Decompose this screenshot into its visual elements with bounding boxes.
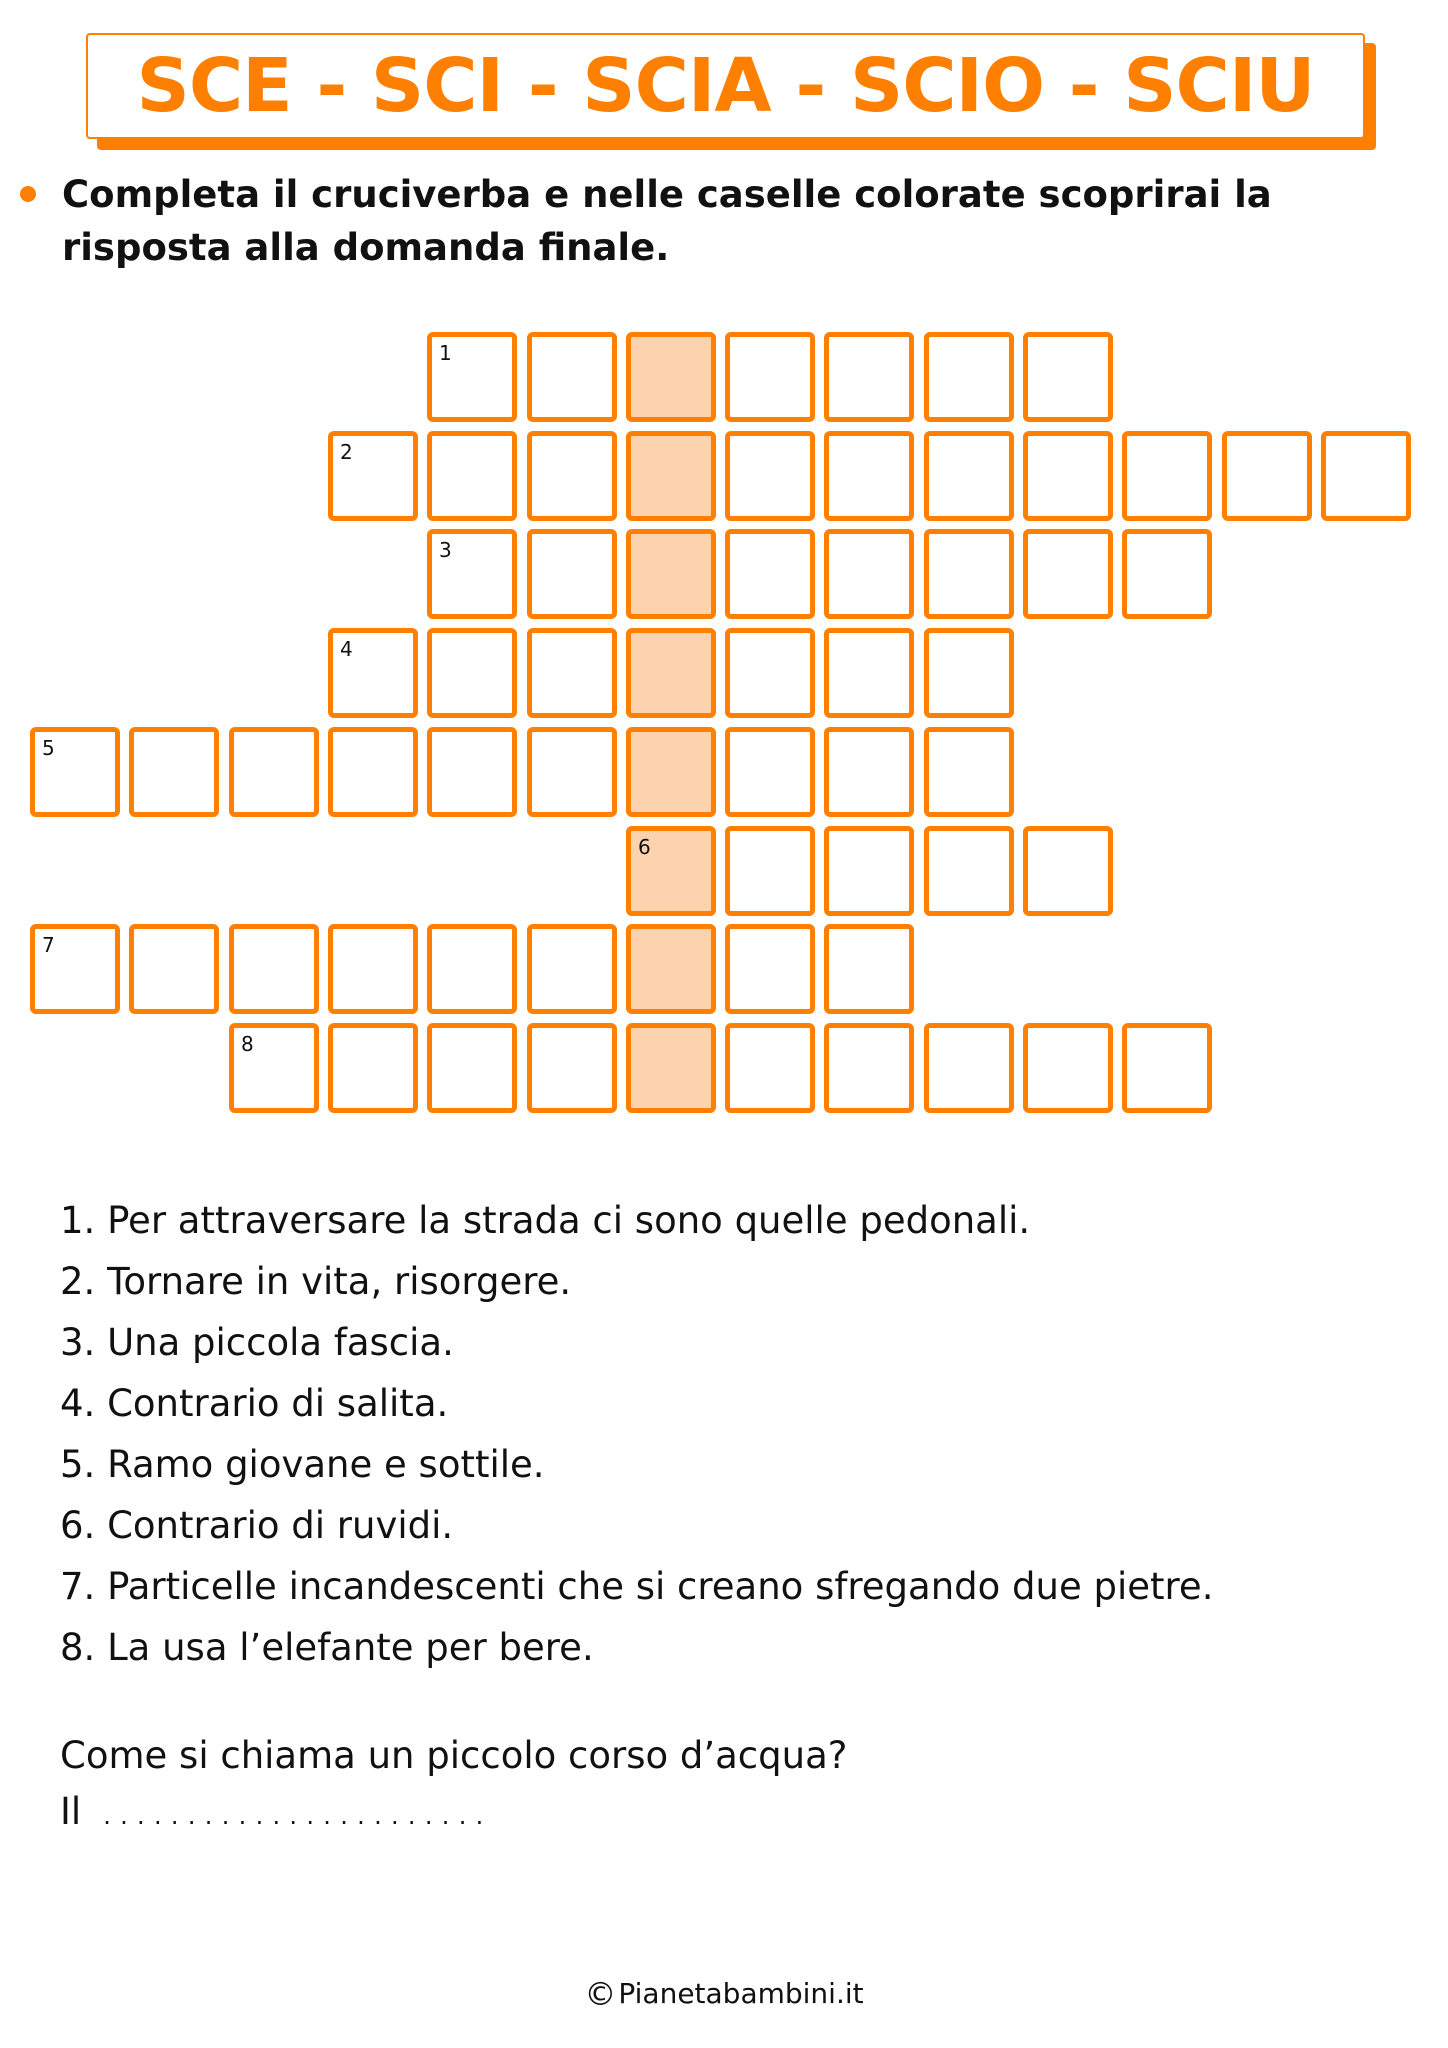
grid-cell[interactable]: [1023, 332, 1113, 422]
highlighted-cell[interactable]: [626, 529, 716, 619]
grid-cell[interactable]: [328, 924, 418, 1014]
grid-cell[interactable]: [527, 431, 617, 521]
grid-cell[interactable]: [1122, 431, 1212, 521]
highlighted-cell[interactable]: [626, 431, 716, 521]
grid-cell[interactable]: [1023, 431, 1113, 521]
grid-cell[interactable]: [1122, 1023, 1212, 1113]
final-question: Come si chiama un piccolo corso d’acqua?: [60, 1734, 848, 1777]
clue-number-label: 7: [42, 933, 55, 957]
grid-cell[interactable]: [527, 529, 617, 619]
clue-number-label: 6: [638, 835, 651, 859]
grid-cell[interactable]: [328, 628, 418, 718]
grid-cell[interactable]: [725, 431, 815, 521]
grid-cell[interactable]: [328, 727, 418, 817]
highlighted-cell[interactable]: [626, 628, 716, 718]
grid-cell[interactable]: [427, 924, 517, 1014]
instruction-text: Completa il cruciverba e nelle caselle colorate scoprirai la risposta alla domanda finale.: [62, 173, 1272, 269]
page-title: SCE - SCI - SCIA - SCIO - SCIU: [136, 43, 1315, 129]
grid-cell[interactable]: [1222, 431, 1312, 521]
grid-cell[interactable]: [427, 431, 517, 521]
grid-cell[interactable]: [129, 727, 219, 817]
grid-cell[interactable]: [725, 826, 815, 916]
clue-8: 8. La usa l’elefante per bere.: [60, 1626, 594, 1669]
clue-7: 7. Particelle incandescenti che si creano sfregando due pietre.: [60, 1565, 1214, 1608]
grid-cell[interactable]: [1122, 529, 1212, 619]
clue-6: 6. Contrario di ruvidi.: [60, 1504, 454, 1547]
footer-site-name: Pianetabambini.it: [618, 1977, 864, 2010]
highlighted-cell[interactable]: [626, 826, 716, 916]
grid-cell[interactable]: [824, 924, 914, 1014]
grid-cell[interactable]: [725, 529, 815, 619]
grid-cell[interactable]: [1023, 826, 1113, 916]
clue-3: 3. Una piccola fascia.: [60, 1321, 454, 1364]
clue-list: [60, 1190, 1420, 1678]
clue-5: 5. Ramo giovane e sottile.: [60, 1443, 545, 1486]
grid-cell[interactable]: [924, 727, 1014, 817]
highlighted-cell[interactable]: [626, 332, 716, 422]
grid-cell[interactable]: [824, 826, 914, 916]
grid-cell[interactable]: [527, 628, 617, 718]
grid-cell[interactable]: [527, 332, 617, 422]
clue-number-label: 4: [340, 637, 353, 661]
grid-cell[interactable]: [1023, 529, 1113, 619]
grid-cell[interactable]: [30, 924, 120, 1014]
grid-cell[interactable]: [129, 924, 219, 1014]
answer-prefix: Il: [60, 1790, 82, 1833]
grid-cell[interactable]: [1321, 431, 1411, 521]
grid-cell[interactable]: [924, 529, 1014, 619]
grid-cell[interactable]: [427, 1023, 517, 1113]
grid-cell[interactable]: [527, 727, 617, 817]
grid-cell[interactable]: [725, 628, 815, 718]
highlighted-cell[interactable]: [626, 1023, 716, 1113]
highlighted-cell[interactable]: [626, 727, 716, 817]
grid-cell[interactable]: [229, 924, 319, 1014]
grid-cell[interactable]: [924, 1023, 1014, 1113]
grid-cell[interactable]: [328, 1023, 418, 1113]
grid-cell[interactable]: [824, 727, 914, 817]
footer: [0, 1975, 1448, 2013]
highlighted-cell[interactable]: [626, 924, 716, 1014]
grid-cell[interactable]: [229, 1023, 319, 1113]
copyright-icon: ©: [584, 1975, 617, 2013]
clue-number-label: 8: [241, 1032, 254, 1056]
grid-cell[interactable]: [924, 332, 1014, 422]
grid-cell[interactable]: [30, 727, 120, 817]
answer-blank[interactable]: .......................: [103, 1802, 493, 1830]
answer-line: [60, 1787, 493, 1841]
grid-cell[interactable]: [824, 529, 914, 619]
grid-cell[interactable]: [229, 727, 319, 817]
grid-cell[interactable]: [924, 431, 1014, 521]
grid-cell[interactable]: [427, 529, 517, 619]
grid-cell[interactable]: [1023, 1023, 1113, 1113]
grid-cell[interactable]: [527, 1023, 617, 1113]
clue-number-label: 5: [42, 736, 55, 760]
clue-number-label: 3: [439, 538, 452, 562]
clue-number-label: 1: [439, 341, 452, 365]
grid-cell[interactable]: [824, 332, 914, 422]
grid-cell[interactable]: [824, 431, 914, 521]
grid-cell[interactable]: [427, 628, 517, 718]
grid-cell[interactable]: [924, 826, 1014, 916]
grid-cell[interactable]: [725, 1023, 815, 1113]
grid-cell[interactable]: [427, 332, 517, 422]
grid-cell[interactable]: [427, 727, 517, 817]
grid-cell[interactable]: [328, 431, 418, 521]
grid-cell[interactable]: [924, 628, 1014, 718]
grid-cell[interactable]: [527, 924, 617, 1014]
grid-cell[interactable]: [824, 1023, 914, 1113]
grid-cell[interactable]: [824, 628, 914, 718]
clue-number-label: 2: [340, 440, 353, 464]
grid-cell[interactable]: [725, 332, 815, 422]
grid-cell[interactable]: [725, 727, 815, 817]
grid-cell[interactable]: [725, 924, 815, 1014]
clue-2: 2. Tornare in vita, risorgere.: [60, 1260, 572, 1303]
clue-1: 1. Per attraversare la strada ci sono quelle pedonali.: [60, 1199, 1031, 1242]
clue-4: 4. Contrario di salita.: [60, 1382, 449, 1425]
